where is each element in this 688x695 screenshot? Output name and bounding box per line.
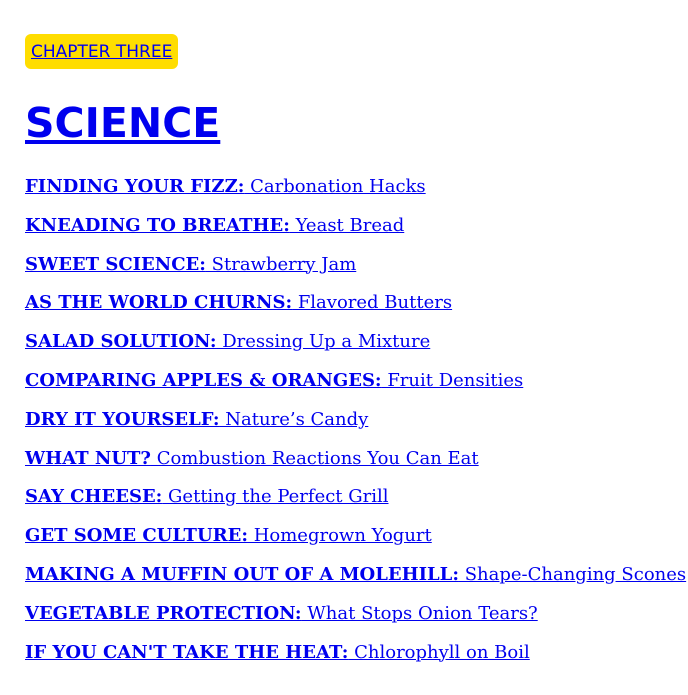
toc-item — [25, 214, 675, 253]
toc-item-title: Yeast Bread — [289, 214, 405, 236]
toc-link[interactable] — [25, 292, 452, 313]
toc-item-heading: SWEET SCIENCE: — [25, 253, 206, 275]
toc-link[interactable] — [25, 409, 368, 430]
toc-item — [25, 602, 675, 641]
toc-item-heading: MAKING A MUFFIN OUT OF A MOLEHILL: — [25, 563, 459, 585]
title-wrap — [25, 69, 675, 147]
toc-link[interactable] — [25, 564, 686, 585]
toc-link[interactable] — [25, 215, 404, 236]
toc-item-title: Flavored Butters — [292, 292, 453, 314]
toc-item-title: Getting the Perfect Grill — [162, 486, 389, 508]
toc-item — [25, 641, 675, 680]
toc-item-heading: WHAT NUT? — [25, 447, 151, 469]
toc-item-heading: GET SOME CULTURE: — [25, 525, 248, 547]
chapter-label-link[interactable]: CHAPTER THREE — [25, 34, 178, 69]
toc-item-heading: FINDING YOUR FIZZ: — [25, 176, 245, 197]
toc-item-title: Strawberry Jam — [205, 253, 357, 275]
toc-link[interactable] — [25, 448, 479, 469]
toc-item — [25, 330, 675, 369]
toc-item-heading: SALAD SOLUTION: — [25, 331, 217, 353]
toc-item-title: Combustion Reactions You Can Eat — [150, 447, 479, 469]
toc-item — [25, 175, 675, 214]
toc-item — [25, 524, 675, 563]
toc-item-heading: IF YOU CAN'T TAKE THE HEAT: — [25, 641, 349, 663]
toc-item-title: Fruit Densities — [381, 369, 524, 391]
toc-item-title: Dressing Up a Mixture — [216, 331, 431, 353]
toc-item-heading: SAY CHEESE: — [25, 486, 163, 508]
toc-link[interactable] — [25, 176, 426, 197]
toc-item-title: Homegrown Yogurt — [247, 525, 432, 547]
toc-item — [25, 253, 675, 292]
toc-link[interactable] — [25, 370, 523, 391]
toc-item-title: Chlorophyll on Boil — [348, 641, 530, 663]
toc-link[interactable] — [25, 603, 538, 624]
page-title-link[interactable]: SCIENCE — [25, 99, 221, 147]
toc-item-heading: VEGETABLE PROTECTION: — [25, 602, 302, 624]
toc-link[interactable] — [25, 525, 432, 546]
document-page — [25, 34, 687, 679]
table-of-contents — [25, 175, 687, 679]
toc-link[interactable] — [25, 254, 356, 275]
toc-item-heading: AS THE WORLD CHURNS: — [25, 292, 293, 314]
toc-item — [25, 291, 675, 330]
toc-item-heading: KNEADING TO BREATHE: — [25, 214, 290, 236]
toc-item — [25, 447, 675, 486]
toc-item — [25, 563, 687, 602]
toc-item-heading: DRY IT YOURSELF: — [25, 408, 220, 430]
toc-item — [25, 408, 675, 447]
toc-item-title: What Stops Onion Tears? — [301, 602, 538, 624]
toc-item — [25, 485, 675, 524]
toc-item — [25, 369, 675, 408]
toc-link[interactable] — [25, 331, 430, 352]
toc-item-title: Shape-Changing Scones — [458, 563, 687, 585]
toc-item-heading: COMPARING APPLES & ORANGES: — [25, 369, 382, 391]
chapter-header — [25, 34, 675, 69]
toc-item-title: Carbonation Hacks — [244, 176, 426, 197]
toc-link[interactable] — [25, 642, 530, 663]
toc-link[interactable] — [25, 486, 389, 507]
toc-item-title: Nature’s Candy — [219, 408, 369, 430]
